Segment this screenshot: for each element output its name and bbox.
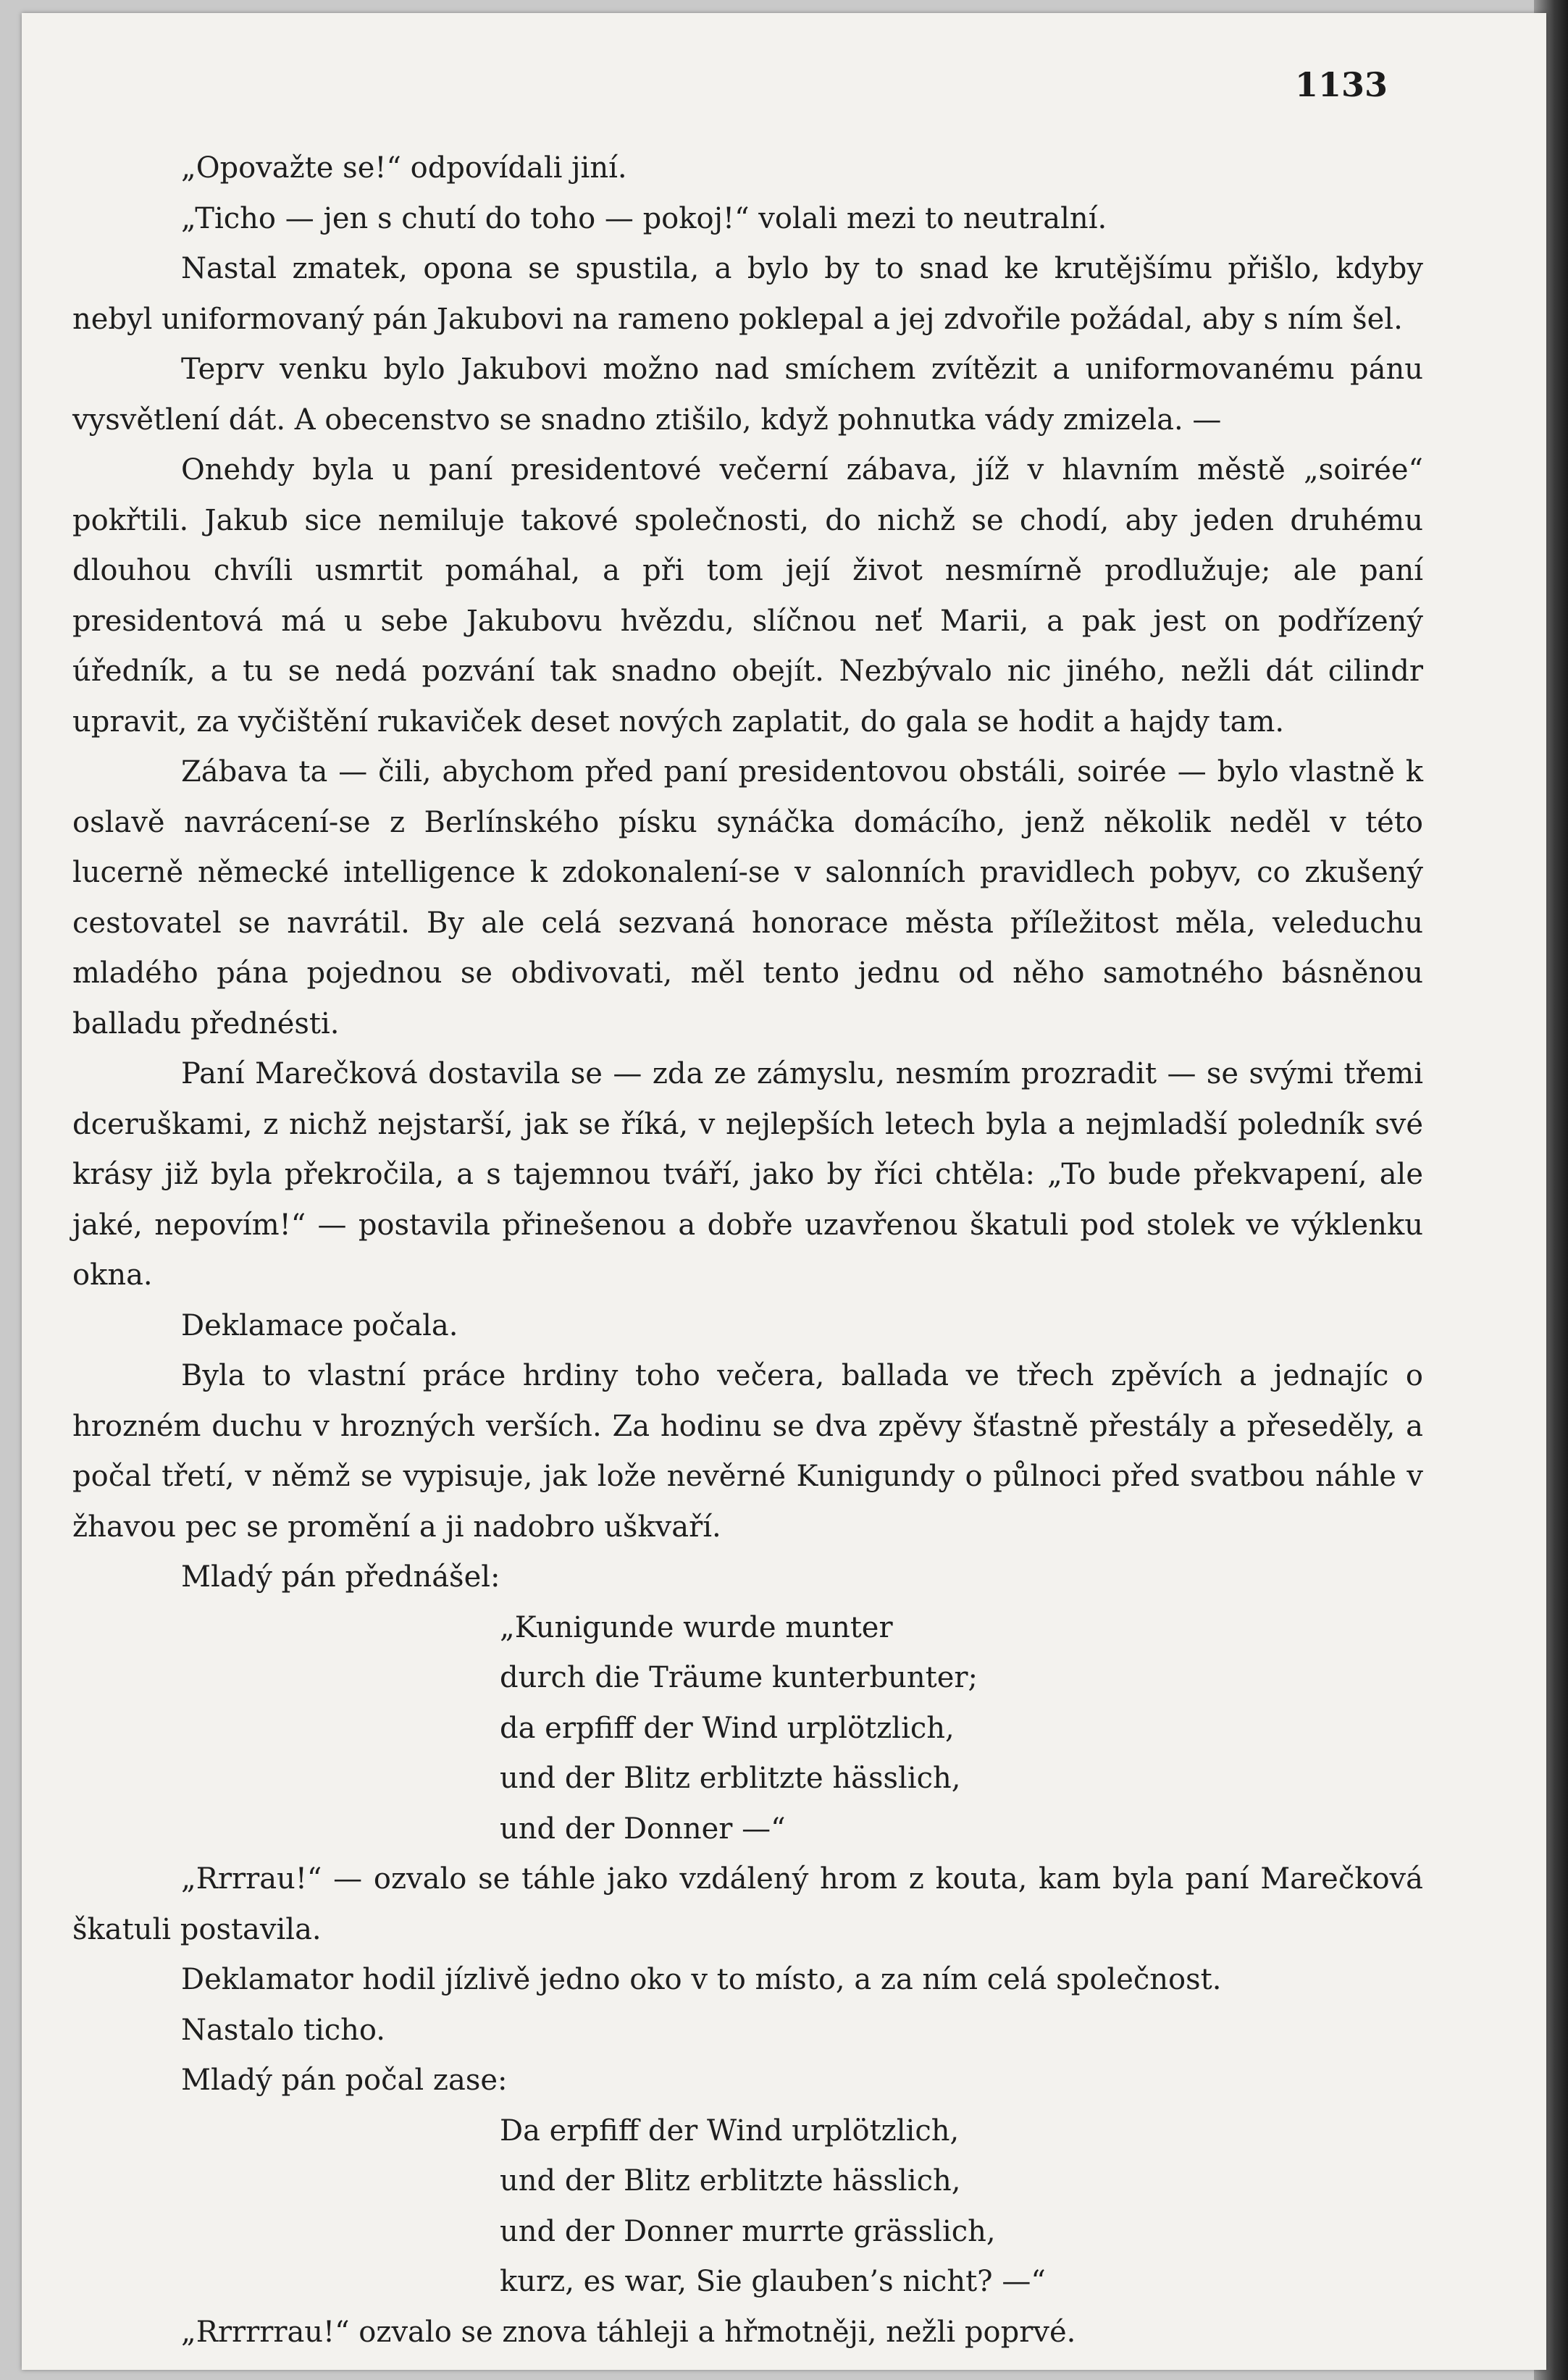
paragraph: Mladý pán počal zase: <box>181 2064 508 2097</box>
closing-paragraph: „Rrrrrrau!“ ozvalo se znova táhleji a hřmotněji, nežli poprvé. <box>181 2315 1076 2349</box>
book-page <box>22 13 1546 2370</box>
paragraph: Byla to vlastní práce hrdiny toho večera, ballada ve třech zpěvích a jednajíc o hrozném duchu v hrozných verších. Za hodinu se dva zpěvy šťastně přestály a přeseděly, a počal třetí, v němž se vypisuje, jak lože nevěrné Kunigundy o půlnoci před svatbou náhle v žhavou pec se promění a ji nadobro uškvaří. <box>72 1359 1423 1544</box>
verse-block-1 <box>72 1603 1423 1855</box>
paragraph: „Ticho — jen s chutí do toho — pokoj!“ volali mezi to neutralní. <box>181 201 1107 235</box>
verse-block-2 <box>72 2106 1423 2308</box>
verse-line: und der Blitz erblitzte hässlich, <box>500 1762 961 1795</box>
paragraph: Nastal zmatek, opona se spustila, a bylo by to snad ke krutějšímu přišlo, kdyby nebyl uniformovaný pán Jakubovi na rameno poklepal a jej zdvořile požádal, aby s ním šel. <box>72 252 1423 336</box>
verse-line: da erpfiff der Wind urplötzlich, <box>500 1711 955 1745</box>
verse-line: Da erpfiff der Wind urplötzlich, <box>500 2114 960 2148</box>
page-number: 1133 <box>1295 65 1388 104</box>
paragraph: Teprv venku bylo Jakubovi možno nad smíchem zvítězit a uniformovanému pánu vysvětlení dát. A obecenstvo se snadno ztišilo, když pohnutka vády zmizela. — <box>72 353 1423 437</box>
verse-line: durch die Träume kunterbunter; <box>500 1661 978 1694</box>
paragraph: Zábava ta — čili, abychom před paní presidentovou obstáli, soirée — bylo vlastně k oslavě navrácení-se z Berlínského písku synáčka domácího, jenž několik neděl v této lucerně německé intelligence k zdokonalení-se v salonních pravidlech pobyv, co zkušený cestovatel se navrátil. By ale celá sezvaná honorace města příležitost měla, veleduchu mladého pána pojednou se obdivovati, měl tento jednu od něho samotného básněnou balladu přednésti. <box>72 755 1423 1040</box>
paragraph: „Rrrrau!“ — ozvalo se táhle jako vzdálený hrom z kouta, kam byla paní Marečková škatuli postavila. <box>72 1862 1423 1946</box>
page-body <box>72 143 1423 2358</box>
paragraph: Deklamace počala. <box>181 1308 458 1342</box>
verse-line: und der Donner —“ <box>500 1812 786 1846</box>
paragraph: Onehdy byla u paní presidentové večerní zábava, jíž v hlavním městě „soirée“ pokřtili. Jakub sice nemiluje takové společnosti, do nichž se chodí, aby jeden druhému dlouhou chvíli usmrtit pomáhal, a při tom její život nesmírně prodlužuje; ale paní presidentová má u sebe Jakubovu hvězdu, slíčnou neť Marii, a pak jest on podřízený úředník, a tu se nedá pozvání tak snadno obejít. Nezbývalo nic jiného, nežli dát cilindr upravit, za vyčištění rukaviček deset nových zaplatit, do gala se hodit a hajdy tam. <box>72 453 1423 739</box>
paragraph: Deklamator hodil jízlivě jedno oko v to místo, a za ním celá společnost. <box>181 1963 1222 1996</box>
verse-line: „Kunigunde wurde munter <box>500 1610 893 1644</box>
verse-line: kurz, es war, Sie glauben’s nicht? —“ <box>500 2265 1046 2298</box>
paragraph: Nastalo ticho. <box>181 2013 386 2047</box>
paragraph: Mladý pán přednášel: <box>181 1560 500 1594</box>
verse-line: und der Donner murrte grässlich, <box>500 2214 996 2248</box>
paragraph: „Opovažte se!“ odpovídali jiní. <box>181 151 627 185</box>
verse-line: und der Blitz erblitzte hässlich, <box>500 2164 961 2198</box>
paragraph: Paní Marečková dostavila se — zda ze zámyslu, nesmím prozradit — se svými třemi dceruškami, z nichž nejstarší, jak se říká, v nejlepších letech byla a nejmladší poledník své krásy již byla překročila, a s tajemnou tváří, jako by říci chtěla: „To bude překvapení, ale jaké, nepovím!“ — postavila přinešenou a dobře uzavřenou škatuli pod stolek ve výklenku okna. <box>72 1057 1423 1292</box>
